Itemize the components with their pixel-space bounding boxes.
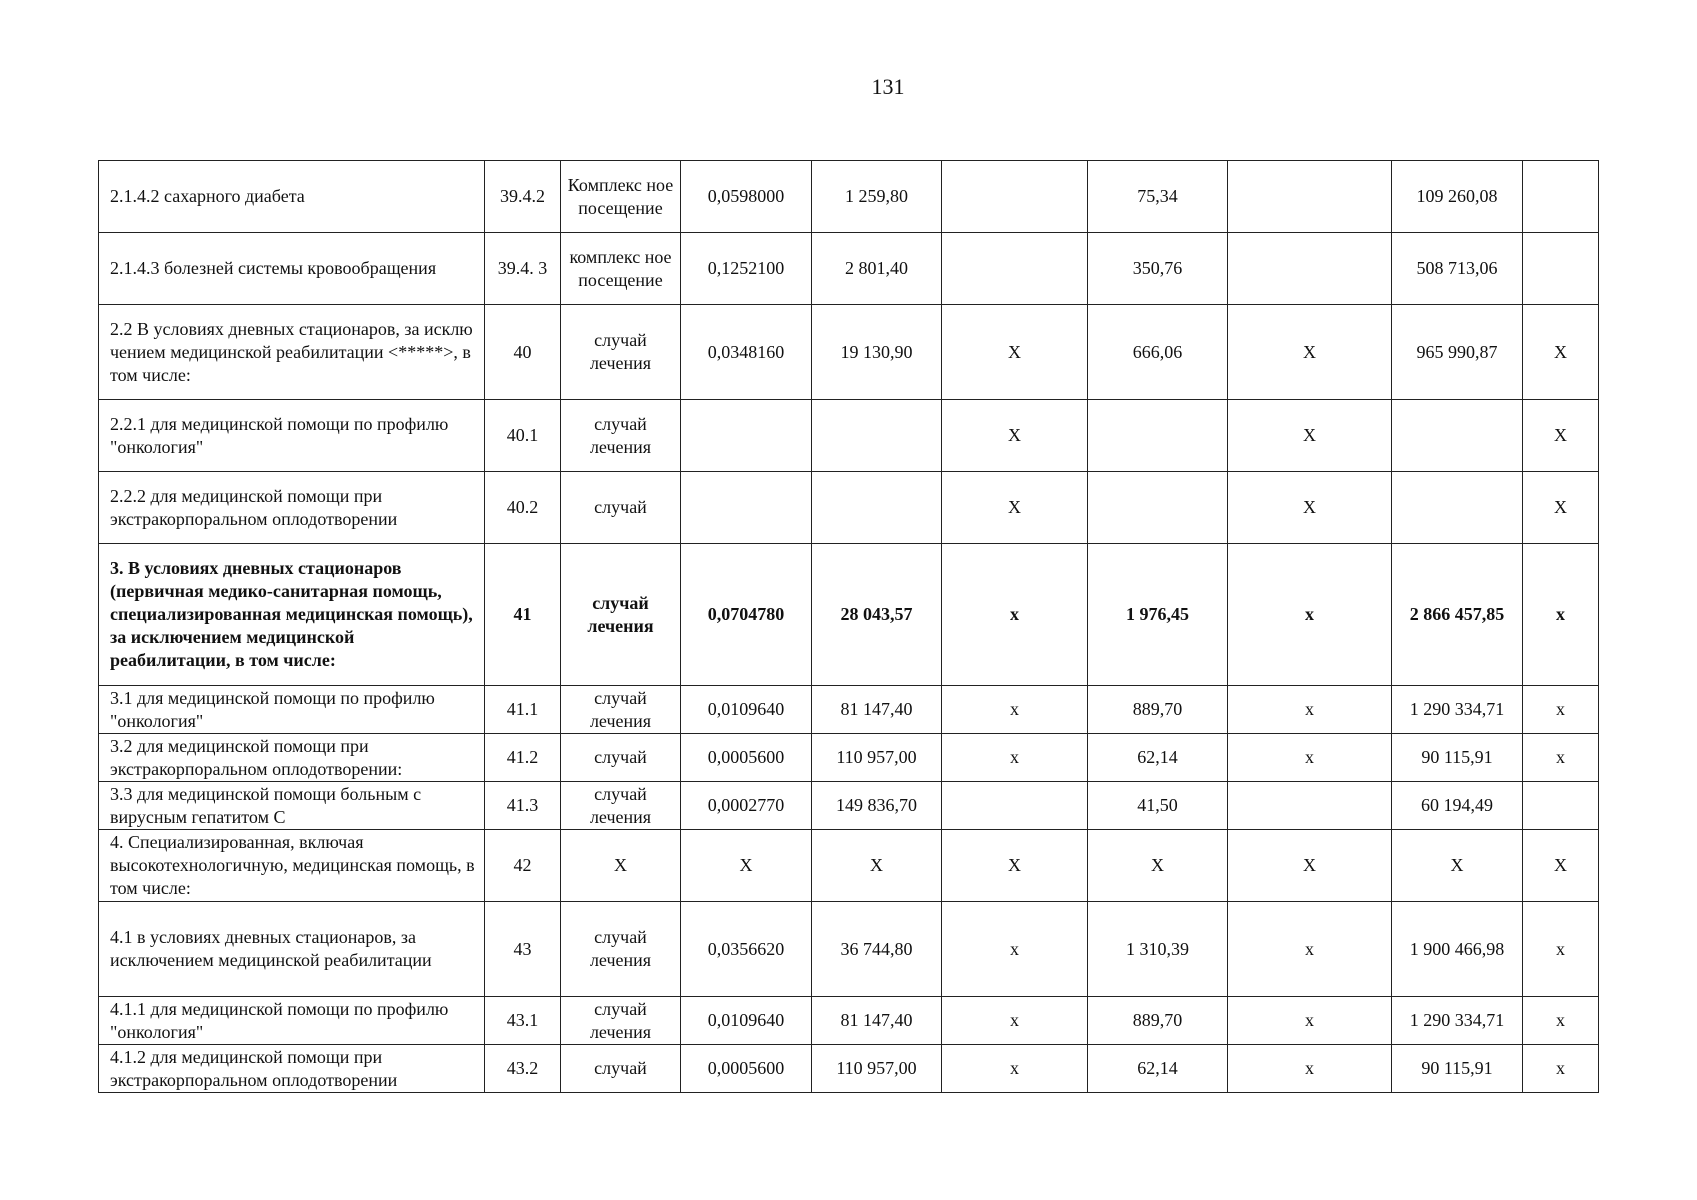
code-cell: 43.2	[485, 1045, 561, 1093]
code-cell: 41.1	[485, 686, 561, 734]
col9-cell: 90 115,91	[1392, 1045, 1523, 1093]
col8-cell: X	[1228, 830, 1392, 902]
col10-cell: х	[1523, 997, 1599, 1045]
name-cell: 2.2 В условиях дневных стационаров, за исклю чением медицинской реабилитации <*****>, в том числе:	[99, 305, 485, 400]
col9-cell: 965 990,87	[1392, 305, 1523, 400]
code-cell: 41	[485, 544, 561, 686]
col10-cell: X	[1523, 305, 1599, 400]
col6-cell: X	[942, 400, 1088, 472]
name-cell: 4.1.2 для медицинской помощи при экстракорпоральном оплодотворении	[99, 1045, 485, 1093]
cost-cell: 110 957,00	[812, 734, 942, 782]
unit-cell: случай лечения	[561, 544, 681, 686]
name-cell: 2.1.4.3 болезней системы кровообращения	[99, 233, 485, 305]
col9-cell: 1 290 334,71	[1392, 686, 1523, 734]
col6-cell	[942, 782, 1088, 830]
col6-cell: X	[942, 305, 1088, 400]
cost-cell: 2 801,40	[812, 233, 942, 305]
col9-cell: 2 866 457,85	[1392, 544, 1523, 686]
col8-cell	[1228, 161, 1392, 233]
code-cell: 42	[485, 830, 561, 902]
col10-cell	[1523, 161, 1599, 233]
cost-cell: 1 259,80	[812, 161, 942, 233]
col10-cell	[1523, 233, 1599, 305]
name-cell: 4.1.1 для медицинской помощи по профилю "онкология"	[99, 997, 485, 1045]
col10-cell	[1523, 782, 1599, 830]
col10-cell: х	[1523, 686, 1599, 734]
name-cell: 3. В условиях дневных стационаров (первичная медико-санитарная помощь, специализированная медицинская помощь), за исключением медицинской реабилитации, в том числе:	[99, 544, 485, 686]
norm-cell	[681, 400, 812, 472]
norm-cell: 0,0109640	[681, 686, 812, 734]
unit-cell: случай лечения	[561, 686, 681, 734]
norm-cell: 0,0356620	[681, 902, 812, 997]
col9-cell: 1 290 334,71	[1392, 997, 1523, 1045]
col9-cell: 1 900 466,98	[1392, 902, 1523, 997]
col10-cell: X	[1523, 830, 1599, 902]
col7-cell: 889,70	[1088, 997, 1228, 1045]
col7-cell	[1088, 400, 1228, 472]
page-number: 131	[871, 74, 905, 99]
table-row	[99, 305, 1599, 400]
unit-cell: Комплекс ное посещение	[561, 161, 681, 233]
cost-cell: 149 836,70	[812, 782, 942, 830]
col7-cell: 62,14	[1088, 734, 1228, 782]
col7-cell: 350,76	[1088, 233, 1228, 305]
col6-cell: х	[942, 544, 1088, 686]
name-cell: 4. Специализированная, включая высокотехнологичную, медицинская помощь, в том числе:	[99, 830, 485, 902]
table-row	[99, 1045, 1599, 1093]
norm-cell: X	[681, 830, 812, 902]
norm-cell	[681, 472, 812, 544]
col6-cell	[942, 161, 1088, 233]
col6-cell	[942, 233, 1088, 305]
table-row	[99, 734, 1599, 782]
col8-cell: X	[1228, 400, 1392, 472]
cost-cell	[812, 400, 942, 472]
col7-cell	[1088, 472, 1228, 544]
col9-cell: X	[1392, 830, 1523, 902]
unit-cell: случай лечения	[561, 782, 681, 830]
col10-cell: X	[1523, 472, 1599, 544]
col7-cell: 75,34	[1088, 161, 1228, 233]
norm-cell: 0,0598000	[681, 161, 812, 233]
table-row	[99, 544, 1599, 686]
tariff-table	[98, 160, 1599, 1093]
name-cell: 2.2.1 для медицинской помощи по профилю "онкология"	[99, 400, 485, 472]
table-row	[99, 686, 1599, 734]
name-cell: 2.2.2 для медицинской помощи при экстракорпоральном оплодотворении	[99, 472, 485, 544]
col7-cell: 889,70	[1088, 686, 1228, 734]
col7-cell: 1 310,39	[1088, 902, 1228, 997]
col9-cell	[1392, 400, 1523, 472]
unit-cell: случай лечения	[561, 400, 681, 472]
cost-cell: X	[812, 830, 942, 902]
table-body	[99, 161, 1599, 1093]
table-row	[99, 233, 1599, 305]
col10-cell: X	[1523, 400, 1599, 472]
table-row	[99, 400, 1599, 472]
norm-cell: 0,1252100	[681, 233, 812, 305]
col7-cell: 62,14	[1088, 1045, 1228, 1093]
col10-cell: х	[1523, 544, 1599, 686]
cost-cell: 28 043,57	[812, 544, 942, 686]
col6-cell: х	[942, 1045, 1088, 1093]
code-cell: 40.2	[485, 472, 561, 544]
col6-cell: X	[942, 830, 1088, 902]
col8-cell: х	[1228, 686, 1392, 734]
name-cell: 4.1 в условиях дневных стационаров, за исключением медицинской реабилитации	[99, 902, 485, 997]
norm-cell: 0,0704780	[681, 544, 812, 686]
unit-cell: случай	[561, 1045, 681, 1093]
name-cell: 3.3 для медицинской помощи больным с вирусным гепатитом С	[99, 782, 485, 830]
col7-cell: 666,06	[1088, 305, 1228, 400]
table-row	[99, 161, 1599, 233]
norm-cell: 0,0005600	[681, 1045, 812, 1093]
col8-cell: X	[1228, 305, 1392, 400]
norm-cell: 0,0109640	[681, 997, 812, 1045]
table-row	[99, 472, 1599, 544]
col8-cell: х	[1228, 997, 1392, 1045]
col8-cell: х	[1228, 1045, 1392, 1093]
code-cell: 43.1	[485, 997, 561, 1045]
col9-cell: 90 115,91	[1392, 734, 1523, 782]
col6-cell: х	[942, 734, 1088, 782]
col8-cell: х	[1228, 734, 1392, 782]
code-cell: 40.1	[485, 400, 561, 472]
col8-cell: х	[1228, 902, 1392, 997]
table-row	[99, 782, 1599, 830]
cost-cell: 81 147,40	[812, 997, 942, 1045]
cost-cell: 110 957,00	[812, 1045, 942, 1093]
col10-cell: х	[1523, 1045, 1599, 1093]
col8-cell	[1228, 233, 1392, 305]
col7-cell: 1 976,45	[1088, 544, 1228, 686]
code-cell: 41.3	[485, 782, 561, 830]
col6-cell: X	[942, 472, 1088, 544]
unit-cell: X	[561, 830, 681, 902]
col8-cell: х	[1228, 544, 1392, 686]
col9-cell	[1392, 472, 1523, 544]
name-cell: 2.1.4.2 сахарного диабета	[99, 161, 485, 233]
cost-cell: 81 147,40	[812, 686, 942, 734]
code-cell: 39.4. 3	[485, 233, 561, 305]
col6-cell: х	[942, 997, 1088, 1045]
col9-cell: 109 260,08	[1392, 161, 1523, 233]
table-row	[99, 902, 1599, 997]
col6-cell: х	[942, 686, 1088, 734]
unit-cell: случай лечения	[561, 305, 681, 400]
code-cell: 41.2	[485, 734, 561, 782]
col10-cell: х	[1523, 902, 1599, 997]
cost-cell: 36 744,80	[812, 902, 942, 997]
code-cell: 40	[485, 305, 561, 400]
unit-cell: комплекс ное посещение	[561, 233, 681, 305]
norm-cell: 0,0002770	[681, 782, 812, 830]
norm-cell: 0,0348160	[681, 305, 812, 400]
col8-cell	[1228, 782, 1392, 830]
col10-cell: х	[1523, 734, 1599, 782]
cost-cell	[812, 472, 942, 544]
cost-cell: 19 130,90	[812, 305, 942, 400]
table-row	[99, 830, 1599, 902]
name-cell: 3.1 для медицинской помощи по профилю "онкология"	[99, 686, 485, 734]
col6-cell: х	[942, 902, 1088, 997]
unit-cell: случай лечения	[561, 997, 681, 1045]
code-cell: 39.4.2	[485, 161, 561, 233]
col9-cell: 60 194,49	[1392, 782, 1523, 830]
col7-cell: 41,50	[1088, 782, 1228, 830]
table-row	[99, 997, 1599, 1045]
unit-cell: случай лечения	[561, 902, 681, 997]
col7-cell: X	[1088, 830, 1228, 902]
unit-cell: случай	[561, 472, 681, 544]
col8-cell: X	[1228, 472, 1392, 544]
name-cell: 3.2 для медицинской помощи при экстракорпоральном оплодотворении:	[99, 734, 485, 782]
col9-cell: 508 713,06	[1392, 233, 1523, 305]
norm-cell: 0,0005600	[681, 734, 812, 782]
code-cell: 43	[485, 902, 561, 997]
unit-cell: случай	[561, 734, 681, 782]
